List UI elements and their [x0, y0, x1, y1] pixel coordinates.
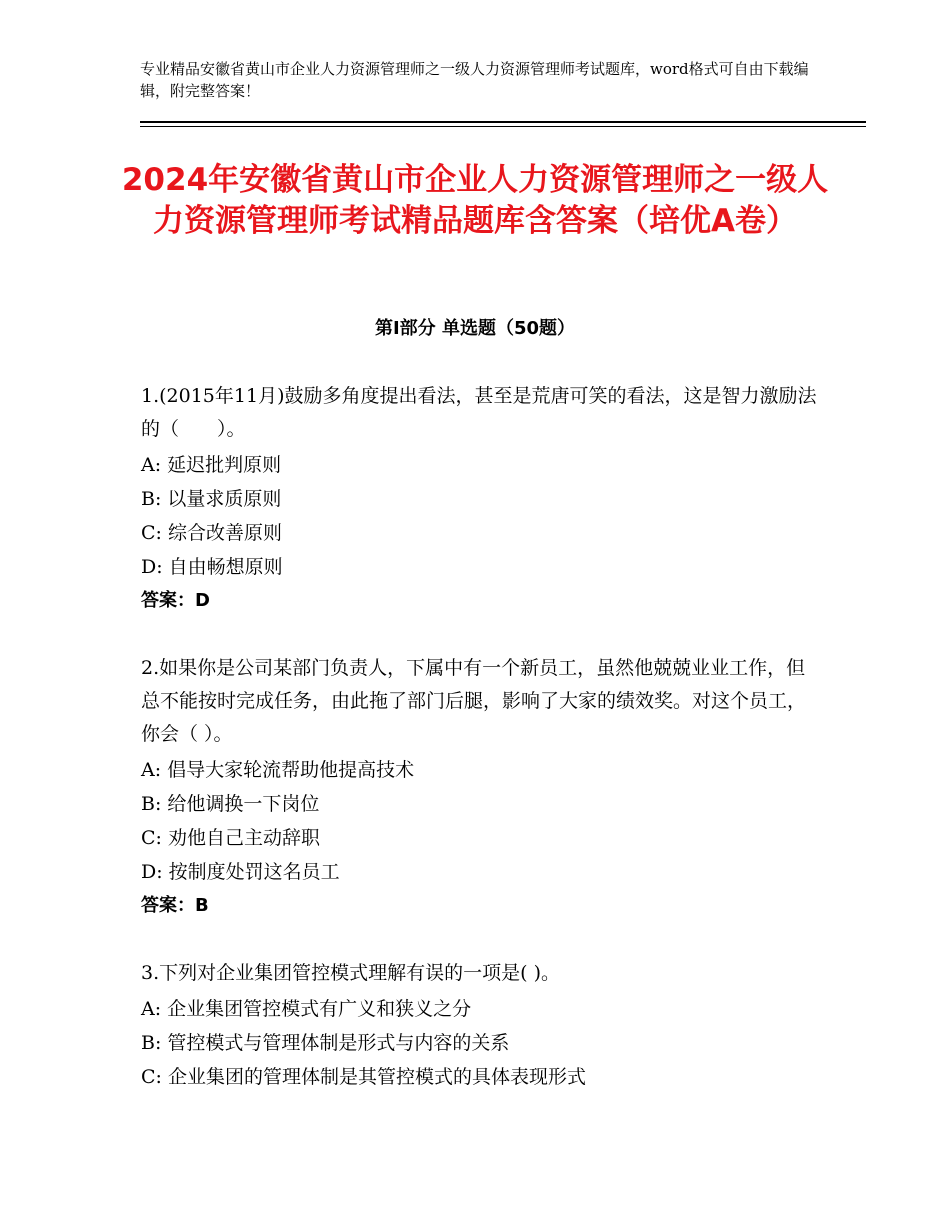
option-c: C: 综合改善原则 [141, 522, 282, 544]
option-c: C: 劝他自己主动辞职 [141, 827, 320, 849]
question-stem: 2.如果你是公司某部门负责人，下属中有一个新员工，虽然他兢兢业业工作，但总不能按时完成任务，由此拖了部门后腿，影响了大家的绩效奖。对这个员工，你会（ ）。 [141, 657, 807, 745]
section-heading: 第Ⅰ部分 单选题（50题） [374, 318, 575, 339]
answer-line: 答案：B [141, 895, 209, 916]
option-d: D: 自由畅想原则 [141, 556, 283, 578]
header-rule-thin [140, 126, 866, 127]
question-stem: 3.下列对企业集团管控模式理解有误的一项是( )。 [141, 962, 560, 984]
answer-line: 答案：D [141, 590, 210, 611]
option-b: B: 以量求质原则 [141, 488, 282, 510]
question-list [141, 380, 821, 1128]
header-note: 专业精品安徽省黄山市企业人力资源管理师之一级人力资源管理师考试题库，word格式可自由下载编辑，附完整答案！ [140, 60, 809, 100]
document-title: 2024年安徽省黄山市企业人力资源管理师之一级人力资源管理师考试精品题库含答案（培优A卷） [121, 162, 829, 239]
option-d: D: 按制度处罚这名员工 [141, 861, 340, 883]
option-a: A: 企业集团管控模式有广义和狭义之分 [141, 998, 472, 1020]
header-rule-thick [140, 121, 866, 123]
question-2 [141, 652, 821, 923]
option-b: B: 给他调换一下岗位 [141, 793, 320, 815]
question-1 [141, 380, 821, 618]
option-c: C: 企业集团的管理体制是其管控模式的具体表现形式 [141, 1066, 586, 1088]
question-3 [141, 957, 821, 1094]
option-a: A: 倡导大家轮流帮助他提高技术 [141, 759, 415, 781]
option-a: A: 延迟批判原则 [141, 454, 282, 476]
option-b: B: 管控模式与管理体制是形式与内容的关系 [141, 1032, 510, 1054]
question-stem: 1.(2015年11月)鼓励多角度提出看法，甚至是荒唐可笑的看法，这是智力激励法的（ ）。 [141, 385, 817, 440]
